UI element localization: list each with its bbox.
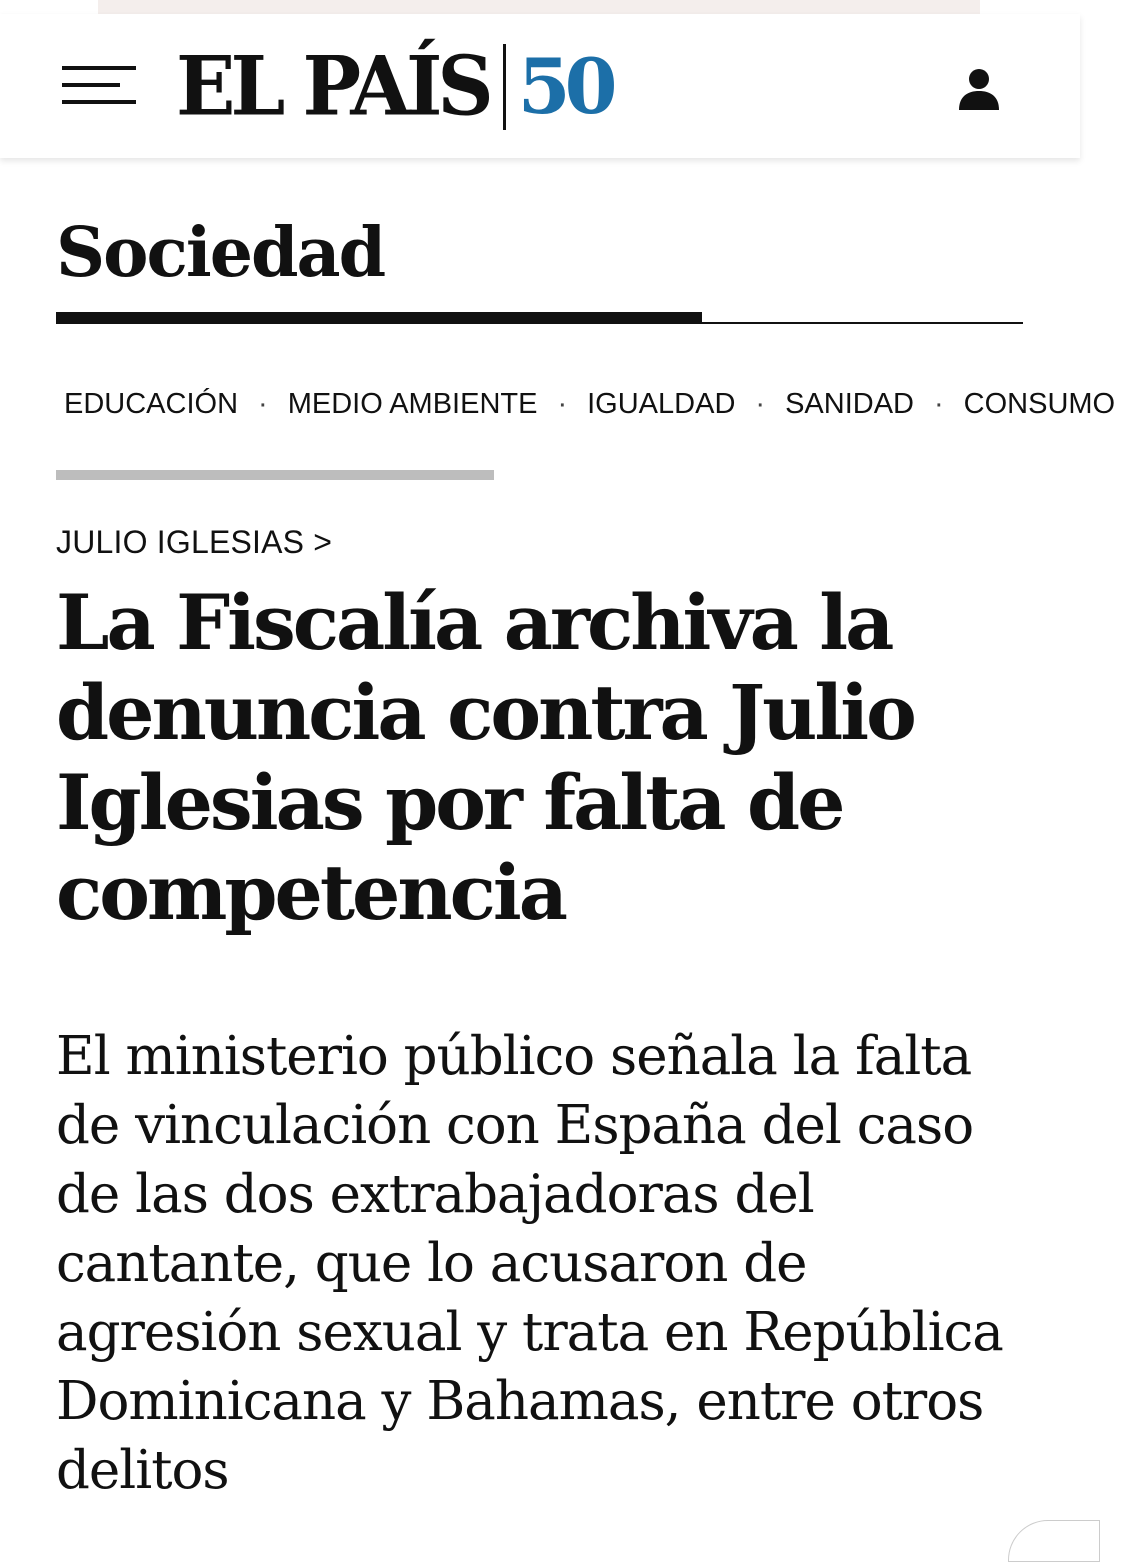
- article-topic-tag[interactable]: JULIO IGLESIAS >: [56, 524, 333, 560]
- user-account-icon[interactable]: [956, 66, 1002, 112]
- subnav-item-medio-ambiente[interactable]: MEDIO AMBIENTE: [287, 387, 538, 420]
- subnav-item-igualdad[interactable]: IGUALDAD: [587, 387, 736, 420]
- logo-wordmark: EL PAÍS: [176, 38, 489, 135]
- hamburger-menu-icon[interactable]: [62, 66, 136, 106]
- subnav-separator: ·: [755, 387, 766, 420]
- article-headline: La Fiscalía archiva la denuncia contra Julio Iglesias por falta de competencia: [56, 578, 914, 937]
- subnav-separator: ·: [258, 387, 268, 420]
- logo-anniversary: 50: [517, 42, 612, 131]
- top-banner-strip: [98, 0, 980, 14]
- subnav-item-educacion[interactable]: EDUCACIÓN: [64, 387, 239, 420]
- floating-corner-widget[interactable]: [1008, 1520, 1100, 1562]
- section-rule-thin: [56, 322, 1023, 324]
- section-title[interactable]: Sociedad: [56, 213, 385, 293]
- subnav-separator: ·: [933, 387, 944, 420]
- site-logo[interactable]: [176, 38, 612, 135]
- section-subnav: [56, 384, 1116, 424]
- subnav-item-consumo[interactable]: CONSUMO: [963, 387, 1116, 420]
- subnav-scroll-indicator[interactable]: [56, 470, 494, 480]
- article-subheadline: El ministerio público señala la falta de vinculación con España del caso de las dos extrabajadoras del cantante, que lo acusaron de agresión sexual y trata en República Dominicana y Bahamas, entre otros delitos: [56, 1026, 1003, 1501]
- logo-divider: [503, 44, 506, 130]
- site-header: [0, 14, 1080, 158]
- subnav-item-sanidad[interactable]: SANIDAD: [785, 387, 914, 420]
- subnav-separator: ·: [557, 387, 568, 420]
